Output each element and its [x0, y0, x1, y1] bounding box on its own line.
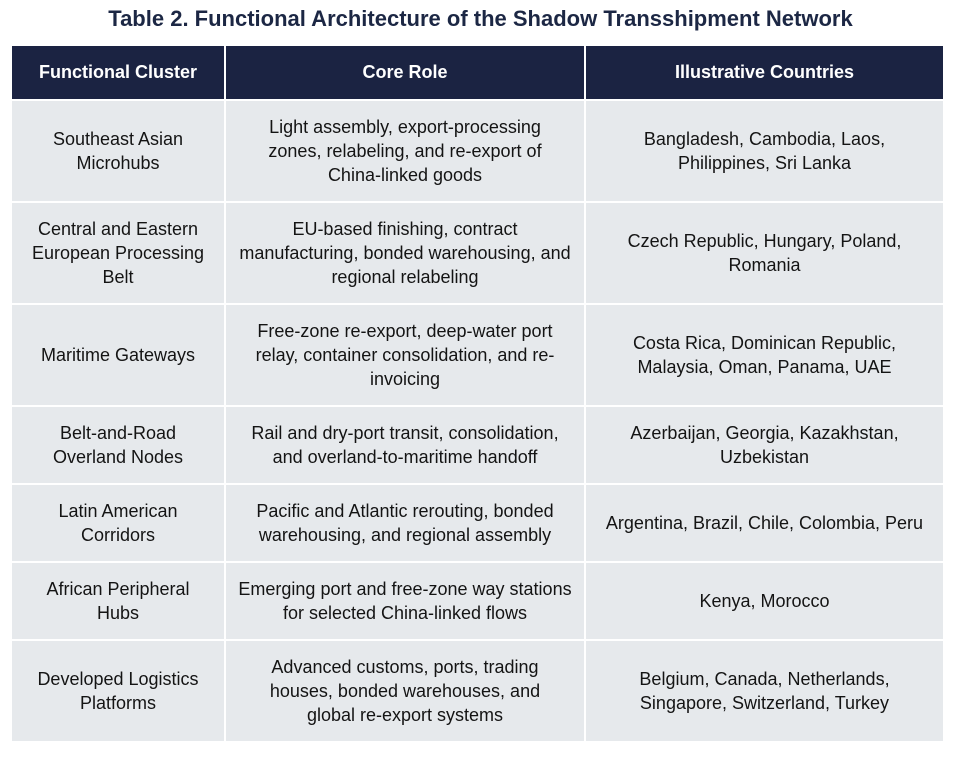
cluster-cell: [12, 304, 225, 406]
countries-cell: [585, 202, 943, 304]
role-text: Rail and dry-port transit, consolidation, and overland-to-maritime handoff: [251, 423, 559, 467]
cluster-cell: [12, 406, 225, 484]
countries-cell: [585, 304, 943, 406]
table-row: [12, 100, 943, 202]
role-text: Light assembly, export-processing zones, relabeling, and re-export of China-linked goods: [268, 117, 542, 185]
countries-text: Bangladesh, Cambodia, Laos, Philippines, Sri Lanka: [643, 129, 886, 173]
table-row: [12, 562, 943, 640]
role-text: Emerging port and free-zone way stations for selected China-linked flows: [238, 579, 572, 623]
cluster-text: Latin American Corridors: [58, 501, 178, 545]
countries-cell: [585, 100, 943, 202]
cluster-text: Maritime Gateways: [40, 345, 196, 365]
role-text: EU-based finishing, contract manufacturing, bonded warehousing, and regional relabeling: [239, 219, 571, 287]
table-header-row: [12, 46, 943, 100]
countries-text: Costa Rica, Dominican Republic, Malaysia, Oman, Panama, UAE: [632, 333, 897, 377]
countries-text: Azerbaijan, Georgia, Kazakhstan, Uzbekistan: [630, 423, 899, 467]
countries-text: Argentina, Brazil, Chile, Colombia, Peru: [605, 513, 924, 533]
column-header-core-role: Core Role: [225, 46, 585, 100]
cluster-text: Developed Logistics Platforms: [37, 669, 199, 713]
cluster-text: Belt-and-Road Overland Nodes: [52, 423, 184, 467]
role-cell: [225, 406, 585, 484]
cluster-cell: [12, 640, 225, 741]
cluster-cell: [12, 484, 225, 562]
table-row: [12, 640, 943, 741]
cluster-cell: [12, 202, 225, 304]
role-cell: [225, 484, 585, 562]
cluster-text: Southeast Asian Microhubs: [52, 129, 184, 173]
countries-cell: [585, 562, 943, 640]
countries-text: Kenya, Morocco: [699, 591, 830, 611]
role-text: Free-zone re-export, deep-water port relay, container consolidation, and re-invoicing: [255, 321, 555, 389]
role-text: Pacific and Atlantic rerouting, bonded warehousing, and regional assembly: [256, 501, 554, 545]
cluster-cell: [12, 100, 225, 202]
column-header-functional-cluster: Functional Cluster: [12, 46, 225, 100]
role-cell: [225, 640, 585, 741]
table-title: Table 2. Functional Architecture of the Shadow Transshipment Network: [108, 6, 853, 31]
architecture-table: [12, 46, 943, 741]
role-cell: [225, 304, 585, 406]
countries-cell: [585, 406, 943, 484]
role-cell: [225, 202, 585, 304]
table-row: [12, 406, 943, 484]
cluster-text: African Peripheral Hubs: [46, 579, 190, 623]
table-row: [12, 202, 943, 304]
role-cell: [225, 562, 585, 640]
role-text: Advanced customs, ports, trading houses, bonded warehouses, and global re-export systems: [269, 657, 541, 725]
table-row: [12, 484, 943, 562]
role-cell: [225, 100, 585, 202]
countries-cell: [585, 484, 943, 562]
cluster-text: Central and Eastern European Processing Belt: [31, 219, 205, 287]
countries-text: Belgium, Canada, Netherlands, Singapore, Switzerland, Turkey: [639, 669, 890, 713]
countries-text: Czech Republic, Hungary, Poland, Romania: [627, 231, 902, 275]
table-row: [12, 304, 943, 406]
cluster-cell: [12, 562, 225, 640]
column-header-illustrative-countries: Illustrative Countries: [585, 46, 943, 100]
countries-cell: [585, 640, 943, 741]
